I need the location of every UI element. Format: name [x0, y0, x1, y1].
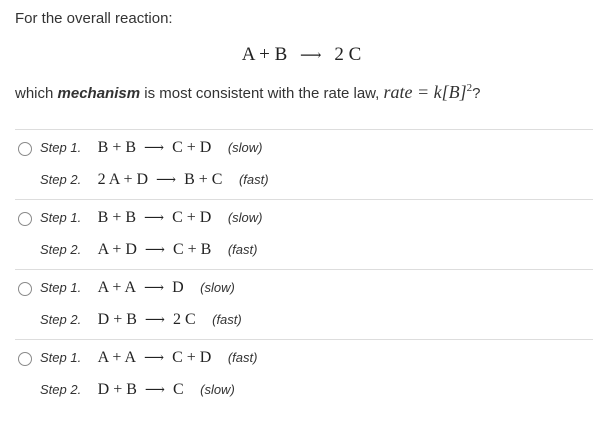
step-speed: (fast) — [227, 350, 258, 365]
radio-button-option-3[interactable] — [18, 282, 32, 296]
mechanism-option-3[interactable] — [15, 269, 593, 340]
mechanism-option-4[interactable] — [15, 339, 593, 410]
radio-button-option-4[interactable] — [18, 352, 32, 366]
reaction-arrow-icon: ⟶ — [144, 383, 165, 398]
step-label: Step 1. — [40, 350, 82, 365]
step-label: Step 2. — [40, 312, 82, 327]
overall-reactants: A + B — [241, 44, 288, 65]
step-label: Step 1. — [40, 140, 82, 155]
step-products: C + D — [172, 139, 212, 156]
step-speed: (slow) — [200, 280, 235, 295]
reaction-arrow-icon: ⟶ — [144, 243, 165, 258]
step-reactants: A + A — [97, 349, 137, 366]
step-products: 2 C — [172, 311, 196, 328]
step-products: C + D — [172, 349, 212, 366]
step-speed: (fast) — [227, 242, 258, 257]
step-reaction — [98, 171, 223, 188]
step-label: Step 2. — [40, 242, 82, 257]
step-speed: (slow) — [227, 210, 263, 225]
mechanism-option-1[interactable] — [15, 129, 593, 200]
overall-products: 2 C — [334, 44, 362, 65]
step-reaction — [98, 209, 212, 226]
step-row — [40, 240, 257, 260]
step-row — [40, 310, 242, 330]
step-reaction — [98, 311, 196, 328]
step-reactants: B + B — [97, 139, 137, 156]
step-products: D — [172, 279, 184, 296]
step-reactants: 2 A + D — [97, 171, 149, 188]
step-label: Step 1. — [40, 210, 82, 225]
step-row — [40, 138, 262, 158]
step-reactants: B + B — [97, 209, 137, 226]
step-products: C + D — [172, 209, 212, 226]
step-reactants: D + B — [97, 381, 137, 398]
step-reaction — [98, 279, 184, 296]
step-row — [40, 170, 269, 190]
step-products: B + C — [184, 171, 223, 188]
step-products: C — [172, 381, 184, 398]
step-speed: (fast) — [212, 312, 242, 327]
rate-exponent: 2 — [466, 82, 473, 94]
prompt-end: ? — [472, 85, 481, 102]
reaction-arrow-icon: ⟶ — [300, 48, 322, 64]
step-label: Step 2. — [40, 382, 82, 397]
step-speed: (slow) — [227, 140, 263, 155]
step-reaction — [98, 241, 212, 258]
mechanism-option-2[interactable] — [15, 199, 593, 270]
prompt-middle: is most consistent with the rate law, — [140, 85, 384, 102]
step-reactants: D + B — [97, 311, 137, 328]
step-reactants: A + A — [97, 279, 137, 296]
intro-text: For the overall reaction: — [15, 10, 173, 27]
reaction-arrow-icon: ⟶ — [144, 281, 165, 296]
rate-expression: rate = k[B] — [383, 82, 467, 102]
step-reaction — [98, 381, 184, 398]
step-label: Step 1. — [40, 280, 82, 295]
reaction-arrow-icon: ⟶ — [144, 211, 165, 226]
step-label: Step 2. — [40, 172, 82, 187]
step-row — [40, 348, 257, 368]
reaction-arrow-icon: ⟶ — [144, 313, 165, 328]
radio-button-option-2[interactable] — [18, 212, 32, 226]
rate-law — [384, 82, 473, 102]
step-row — [40, 380, 235, 400]
overall-reaction — [0, 44, 603, 66]
step-speed: (slow) — [200, 382, 235, 397]
radio-button-option-1[interactable] — [18, 142, 32, 156]
step-reactants: A + D — [97, 241, 137, 258]
step-products: C + B — [172, 241, 212, 258]
step-reaction — [98, 349, 212, 366]
reaction-arrow-icon: ⟶ — [144, 141, 165, 156]
step-reaction — [98, 139, 212, 156]
prompt-prefix: which — [15, 85, 58, 102]
step-row — [40, 208, 262, 228]
question-text — [15, 82, 481, 103]
step-row — [40, 278, 235, 298]
prompt-emphasis: mechanism — [57, 85, 141, 102]
reaction-arrow-icon: ⟶ — [144, 351, 165, 366]
step-speed: (fast) — [238, 172, 269, 187]
reaction-arrow-icon: ⟶ — [156, 173, 177, 188]
